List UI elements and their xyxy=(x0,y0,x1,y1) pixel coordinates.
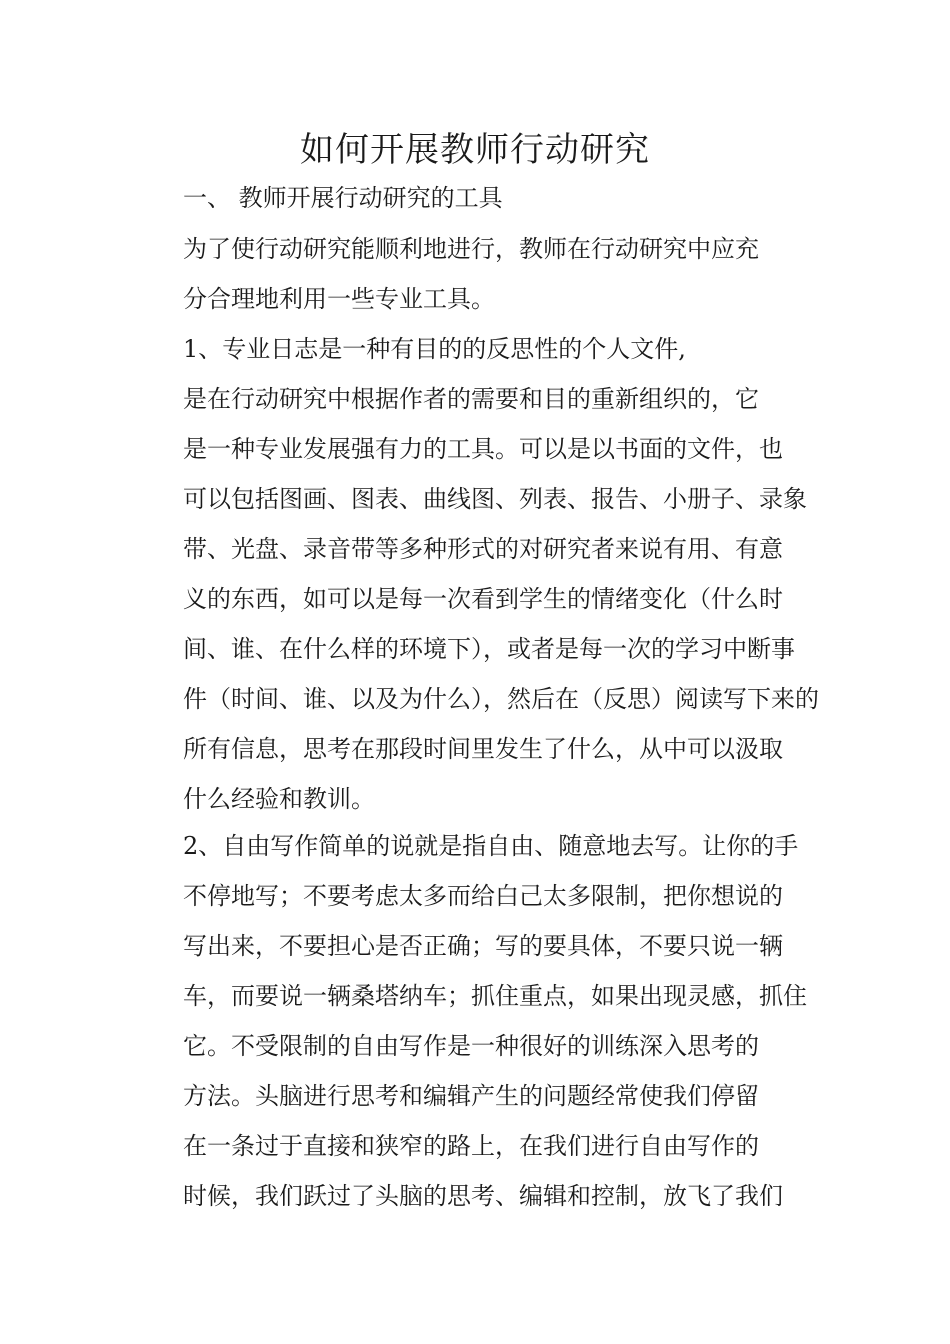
paragraph-line: 车，而要说一辆桑塔纳车；抓住重点，如果出现灵感，抓住 xyxy=(183,982,807,1010)
page-title: 如何开展教师行动研究 xyxy=(300,130,650,170)
paragraph-line: 不停地写；不要考虑太多而给白己太多限制，把你想说的 xyxy=(183,882,783,910)
paragraph-line: 方法。头脑进行思考和编辑产生的问题经常使我们停留 xyxy=(183,1082,759,1110)
paragraph-line: 间、谁、在什么样的环境下），或者是每一次的学习中断事 xyxy=(183,635,795,663)
paragraph-line: 什么经验和教训。 xyxy=(183,785,375,813)
paragraph-line: 是在行动研究中根据作者的需要和目的重新组织的，它 xyxy=(183,385,759,413)
list-item-heading-freewriting: 2、自由写作简单的说就是指自由、随意地去写。让你的手 xyxy=(183,832,799,860)
section-heading-tools: 一、 教师开展行动研究的工具 xyxy=(183,184,503,212)
paragraph-line: 它。不受限制的自由写作是一种很好的训练深入思考的 xyxy=(183,1032,759,1060)
paragraph-line: 写出来，不要担心是否正确；写的要具体，不要只说一辆 xyxy=(183,932,783,960)
paragraph-line: 义的东西，如可以是每一次看到学生的情绪变化（什么时 xyxy=(183,585,783,613)
paragraph-line: 所有信息，思考在那段时间里发生了什么，从中可以汲取 xyxy=(183,735,783,763)
paragraph-line: 分合理地利用一些专业工具。 xyxy=(183,285,495,313)
paragraph-line: 带、光盘、录音带等多种形式的对研究者来说有用、有意 xyxy=(183,535,783,563)
paragraph-line: 是一种专业发展强有力的工具。可以是以书面的文件，也 xyxy=(183,435,783,463)
paragraph-line: 为了使行动研究能顺利地进行，教师在行动研究中应充 xyxy=(183,235,759,263)
paragraph-line: 件（时间、谁、以及为什么），然后在（反思）阅读写下来的 xyxy=(183,685,819,713)
paragraph-line: 时候，我们跃过了头脑的思考、编辑和控制，放飞了我们 xyxy=(183,1182,783,1210)
list-item-heading-journal: 1、专业日志是一种有目的的反思性的个人文件, xyxy=(183,335,686,363)
paragraph-line: 在一条过于直接和狭窄的路上，在我们进行自由写作的 xyxy=(183,1132,759,1160)
paragraph-line: 可以包括图画、图表、曲线图、列表、报告、小册子、录象 xyxy=(183,485,807,513)
